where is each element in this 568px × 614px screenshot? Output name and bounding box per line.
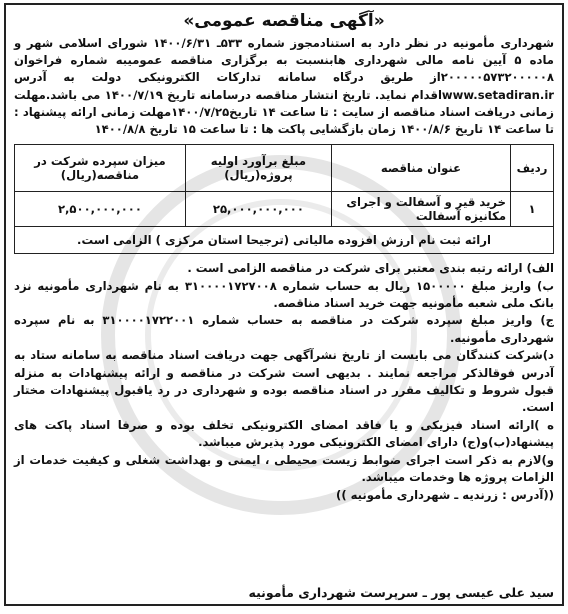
clause-alef: الف) ارائه رتبه بندی معتبر برای شرکت در مناقصه الزامی است . [187,261,554,276]
tender-table [14,144,554,254]
header-row-number: ردیف [511,145,554,192]
notice-title: «آگهی مناقصه عمومی» [183,11,385,31]
notice-clauses [14,260,554,504]
clause-dal: د)شرکت کنندگان می بایست از تاریخ نشرآگهی جهت دریافت اسناد مناقصه به سامانه ستاد به آدرس فوقالذکر مراجعه نمایند . بدیهی است شرکت در مناقصه و ارائه پیشنهادات به منزله قبول شروط و تکالیف مقرر در اسناد مناقصه بوده و شهرداری در رد یاقبول پیشنهادات مختار است. [14,348,554,415]
clause-he: ه )ارائه اسناد فیزیکی و یا فاقد امضای الکترونیکی تخلف بوده و صرفا اسناد پاکت های پیشنهاد(ب)و(ج) دارای امضای الکترونیکی مورد پذیرش میباشد. [14,417,554,450]
table-note-row [15,227,554,254]
cell-deposit: ۲,۵۰۰,۰۰۰,۰۰۰ [15,192,186,227]
cell-row-number: ۱ [511,192,554,227]
cell-title: خرید قیر و آسفالت و اجرای مکانیزه آسفالت [331,192,510,227]
cell-estimate: ۲۵,۰۰۰,۰۰۰,۰۰۰ [185,192,331,227]
signature: سید علی عیسی پور ـ سرپرست شهرداری مأمونیه [248,585,554,600]
clause-be: ب) واریز مبلغ ۱۵۰۰۰۰۰ ریال به حساب شماره ۳۱۰۰۰۰۱۷۲۷۰۰۸ به نام شهرداری مأمونیه نزد بانک ملی شعبه مأمونیه جهت خرید اسناد مناقصه. [14,278,554,311]
clause-jim: ج) واریز مبلغ سپرده شرکت در مناقصه به حساب شماره ۳۱۰۰۰۰۱۷۲۲۰۰۱ به نام سپرده شهرداری مأمونیه. [14,313,554,345]
header-deposit: میزان سپرده شرکت در مناقصه(ریال) [15,145,186,192]
header-title: عنوان مناقصه [331,145,510,192]
tender-notice [4,3,564,606]
notice-intro: شهرداری مأمونیه در نظر دارد به استنادمجوز شماره ۵۳۳ـ ۱۴۰۰/۶/۳۱ شورای اسلامی شهر و ماده ۵ آیین نامه مالی شهرداری هابنسبت به برگزاری مناقصه عمومیبه شماره فراخوان ۲۰۰۰۰۰۵۷۳۲۰۰۰۰۰۸از طریق درگاه سامانه تدارکات الکترونیکی دولت به آدرس www.setadiran.irاقدام نماید. تاریخ انتشار مناقصه درسامانه تاریخ ۱۴۰۰/۷/۱۹ می باشد.مهلت زمانی دریافت اسناد مناقصه از سایت : تا ساعت ۱۴ تاریخ۱۴۰۰/۷/۲۵مهلت زمانی ارائه پیشنهاد : تا ساعت ۱۴ تاریخ ۱۴۰۰/۸/۶ زمان بازگشایی پاکت ها : تا ساعت ۱۵ تاریخ ۱۴۰۰/۸/۸ [14,36,555,137]
clause-vav: و)لازم به ذکر است اجرای ضوابط زیست محیطی ، ایمنی و بهداشت شغلی و کیفیت خدمات از الزامات پروژه ها وخدمات میباشد. [14,452,554,485]
header-estimate: مبلغ برآورد اولیه پروژه(ریال) [185,145,331,192]
table-row [15,192,554,227]
table-note: ارائه ثبت نام ارزش افزوده مالیاتی (ترجیحا استان مرکزی ) الزامی است. [15,227,554,254]
table-header-row [15,145,554,192]
address-line: ((آدرس : زرندیه ـ شهرداری مأمونیه )) [336,487,554,502]
